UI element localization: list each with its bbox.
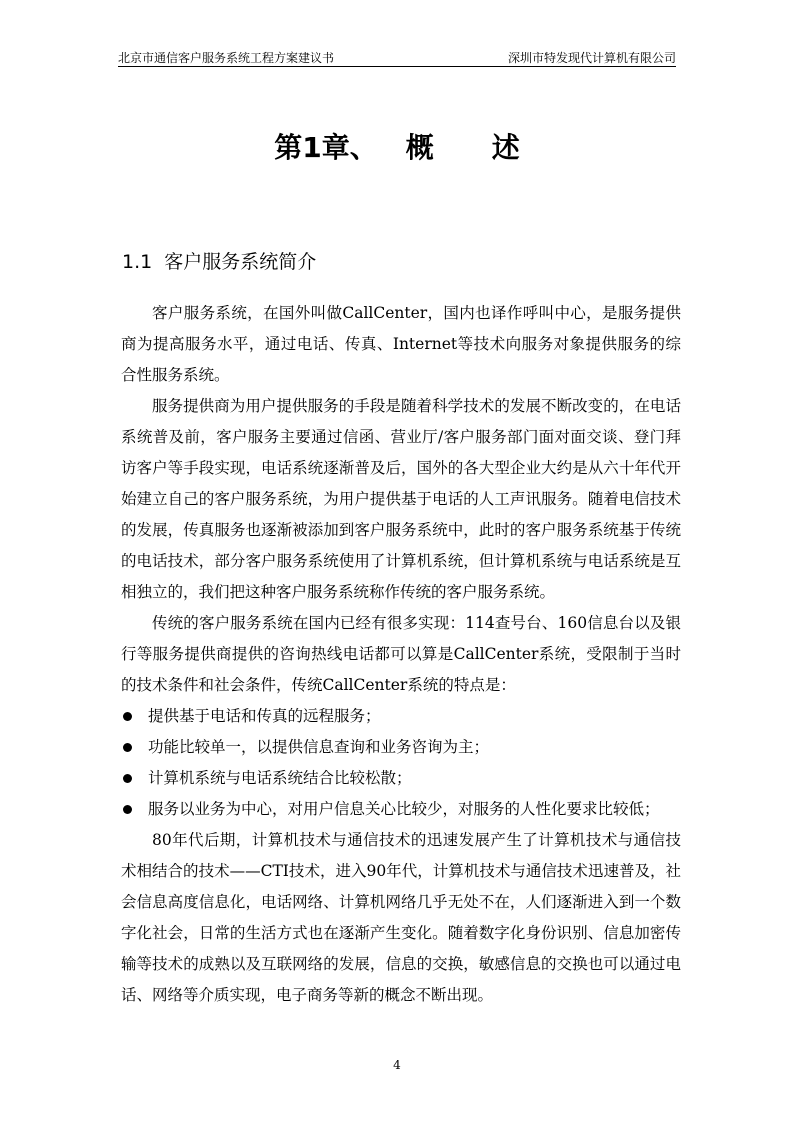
bullet-icon: [123, 743, 132, 752]
page-header: [118, 46, 676, 67]
bullet-icon: [123, 805, 132, 814]
page-number: 4: [393, 1058, 401, 1072]
bullet-icon: [123, 774, 132, 783]
paragraph-traditional: 传统的客户服务系统在国内已经有很多实现：114查号台、160信息台以及银行等服务提供商提供的咨询热线电话都可以算是CallCenter系统，受限制于当时的技术条件和社会条件，传统CallCenter系统的特点是：: [121, 614, 681, 694]
list-item: [121, 732, 681, 763]
chapter-number: 第1章、: [274, 131, 378, 164]
list-item-text: 提供基于电话和传真的远程服务；: [148, 707, 381, 725]
section-heading: [122, 247, 316, 274]
feature-list: [121, 701, 681, 825]
list-item: [121, 794, 681, 825]
chapter-heading: [0, 126, 794, 166]
bullet-icon: [123, 712, 132, 721]
header-document-title: 北京市通信客户服务系统工程方案建议书: [118, 51, 335, 65]
paragraph-cti: 80年代后期，计算机技术与通信技术的迅速发展产生了计算机技术与通信技术相结合的技术——CTI技术，进入90年代，计算机技术与通信技术迅速普及，社会信息高度信息化，电话网络、计算机网络几乎无处不在，人们逐渐进入到一个数字化社会，日常的生活方式也在逐渐产生变化。随着数字化身份识别、信息加密传输等技术的成熟以及互联网络的发展，信息的交换，敏感信息的交换也可以通过电话、网络等介质实现，电子商务等新的概念不断出现。: [121, 831, 681, 1004]
chapter-title-char-2: 述: [491, 131, 520, 164]
section-number: 1.1: [122, 251, 153, 273]
header-company-name: 深圳市特发现代计算机有限公司: [507, 51, 676, 65]
list-item: [121, 763, 681, 794]
section-title: 客户服务系统简介: [164, 251, 317, 273]
paragraph-intro: 客户服务系统，在国外叫做CallCenter，国内也译作呼叫中心，是服务提供商为提高服务水平，通过电话、传真、Internet等技术向服务对象提供服务的综合性服务系统。: [121, 304, 681, 384]
list-item-text: 功能比较单一，以提供信息查询和业务咨询为主；: [148, 738, 490, 756]
list-item: [121, 701, 681, 732]
list-item-text: 计算机系统与电话系统结合比较松散；: [148, 769, 412, 787]
paragraph-history: 服务提供商为用户提供服务的手段是随着科学技术的发展不断改变的，在电话系统普及前，客户服务主要通过信函、营业厅/客户服务部门面对面交谈、登门拜访客户等手段实现，电话系统逐渐普及后，国外的各大型企业大约是从六十年代开始建立自己的客户服务系统，为用户提供基于电话的人工声讯服务。随着电信技术的发展，传真服务也逐渐被添加到客户服务系统中，此时的客户服务系统基于传统的电话技术，部分客户服务系统使用了计算机系统，但计算机系统与电话系统是互相独立的，我们把这种客户服务系统称作传统的客户服务系统。: [121, 397, 681, 601]
list-item-text: 服务以业务为中心，对用户信息关心比较少，对服务的人性化要求比较低；: [148, 800, 660, 818]
body-text: [121, 298, 681, 1011]
chapter-title-char-1: 概: [405, 131, 434, 164]
